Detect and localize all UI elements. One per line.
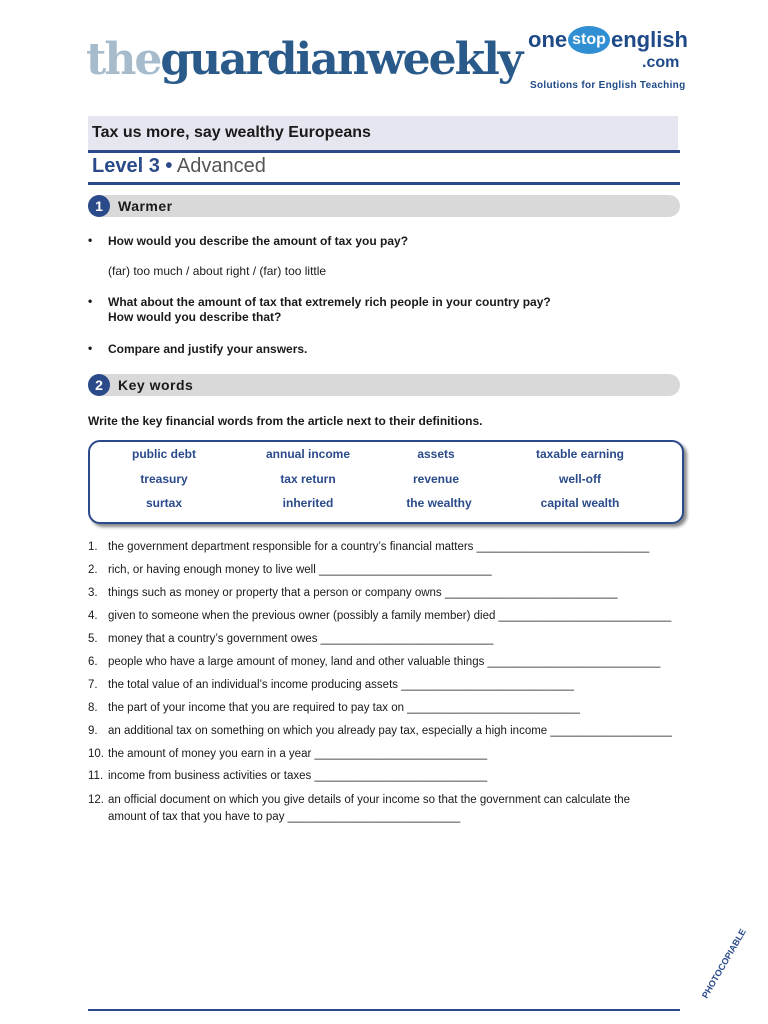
- definition-item: [88, 768, 487, 785]
- bullet: •: [88, 294, 93, 308]
- item-number: 8.: [88, 702, 98, 714]
- section-number-1: 1: [88, 195, 110, 217]
- guardian-weekly-logo: [86, 30, 521, 90]
- word-bank-item: assets: [417, 447, 455, 461]
- definition-item-continuation: amount of tax that you have to pay ___________________________: [108, 811, 461, 823]
- level-label: Level 3: [92, 155, 160, 177]
- item-text: the amount of money you earn in a year ___________________________: [108, 748, 488, 760]
- question-3: Compare and justify your answers.: [108, 342, 308, 356]
- word-bank-item: inherited: [282, 496, 334, 510]
- definition-item: [88, 631, 493, 648]
- word-bank-item: public debt: [132, 447, 196, 461]
- title-rule: [88, 150, 680, 153]
- definition-item: [88, 539, 649, 556]
- photocopiable-stamp: PHOTOCOPIABLE: [700, 927, 748, 1000]
- footer-rule: [88, 1009, 680, 1011]
- word-bank-item: the wealthy: [406, 496, 472, 510]
- page-title: Tax us more, say wealthy Europeans: [92, 124, 371, 141]
- level-heading: [92, 155, 266, 178]
- ose-wordmark: [528, 26, 688, 54]
- question-2-line-2: How would you describe that?: [108, 310, 282, 324]
- bullet: •: [88, 341, 93, 355]
- onestopenglish-logo: [528, 26, 688, 96]
- definition-item: [88, 585, 618, 602]
- item-text: people who have a large amount of money, land and other valuable things ___________________________: [108, 656, 661, 668]
- item-text: given to someone when the previous owner (possibly a family member) died ___________________________: [108, 610, 672, 622]
- section-title-keywords: Key words: [118, 377, 194, 393]
- definition-item: [88, 746, 487, 763]
- question-2-line-1: What about the amount of tax that extremely rich people in your country pay?: [108, 295, 551, 309]
- question-1: How would you describe the amount of tax you pay?: [108, 234, 409, 248]
- ose-english: english: [610, 27, 688, 52]
- ose-stop-badge: stop: [568, 26, 610, 54]
- ose-com: .com: [642, 54, 680, 71]
- item-number: 10.: [88, 748, 104, 760]
- section-title-warmer: Warmer: [118, 198, 173, 214]
- word-bank-item: treasury: [140, 472, 188, 486]
- level-name: Advanced: [176, 155, 266, 177]
- question-1-options: (far) too much / about right / (far) too little: [108, 264, 327, 278]
- level-separator: •: [165, 155, 173, 177]
- definition-item: [88, 562, 492, 579]
- item-number: 4.: [88, 610, 98, 622]
- item-text: an additional tax on something on which you already pay tax, especially a high income ___________________: [108, 725, 672, 737]
- definition-item: [88, 723, 672, 740]
- keywords-instruction: Write the key financial words from the article next to their definitions.: [88, 414, 483, 428]
- section-warmer-bar: [88, 195, 680, 217]
- item-number: 1.: [88, 541, 98, 553]
- item-number: 3.: [88, 587, 98, 599]
- word-bank-item: annual income: [265, 447, 351, 461]
- level-rule: [88, 182, 680, 185]
- logo-guardianweekly: guardianweekly: [160, 34, 522, 85]
- definition-item: [88, 608, 671, 625]
- item-number: 5.: [88, 633, 98, 645]
- word-bank-item: tax return: [280, 472, 336, 486]
- item-number: 2.: [88, 564, 98, 576]
- item-text: the government department responsible for a country’s financial matters ___________________________: [108, 541, 650, 553]
- item-text: money that a country’s government owes ___________________________: [108, 633, 494, 645]
- logo-the: the: [86, 34, 161, 85]
- item-text: an official document on which you give details of your income so that the government can calculate the: [108, 794, 631, 806]
- word-bank-item: capital wealth: [540, 496, 620, 510]
- word-bank-item: well-off: [559, 472, 601, 486]
- item-number: 9.: [88, 725, 98, 737]
- word-bank-item: revenue: [412, 472, 460, 486]
- item-text: the part of your income that you are required to pay tax on ___________________________: [108, 702, 580, 714]
- item-number: 11.: [88, 770, 104, 782]
- ose-tagline: Solutions for English Teaching: [530, 80, 686, 91]
- section-number-2: 2: [88, 374, 110, 396]
- bullet: •: [88, 233, 93, 247]
- definition-item: [88, 654, 660, 671]
- ose-one: one: [528, 27, 568, 52]
- item-number: 7.: [88, 679, 98, 691]
- item-text: income from business activities or taxes ___________________________: [108, 770, 488, 782]
- word-bank-item: surtax: [145, 496, 183, 510]
- item-number: 6.: [88, 656, 98, 668]
- item-number: 12.: [88, 794, 104, 806]
- item-text: the total value of an individual’s income producing assets ___________________________: [108, 679, 574, 691]
- item-text: things such as money or property that a person or company owns ___________________________: [108, 587, 618, 599]
- definition-item: [88, 677, 574, 694]
- item-text: rich, or having enough money to live well ___________________________: [108, 564, 492, 576]
- definition-item: [88, 700, 580, 717]
- word-bank-item: taxable earning: [535, 447, 625, 461]
- definition-item: [88, 792, 630, 809]
